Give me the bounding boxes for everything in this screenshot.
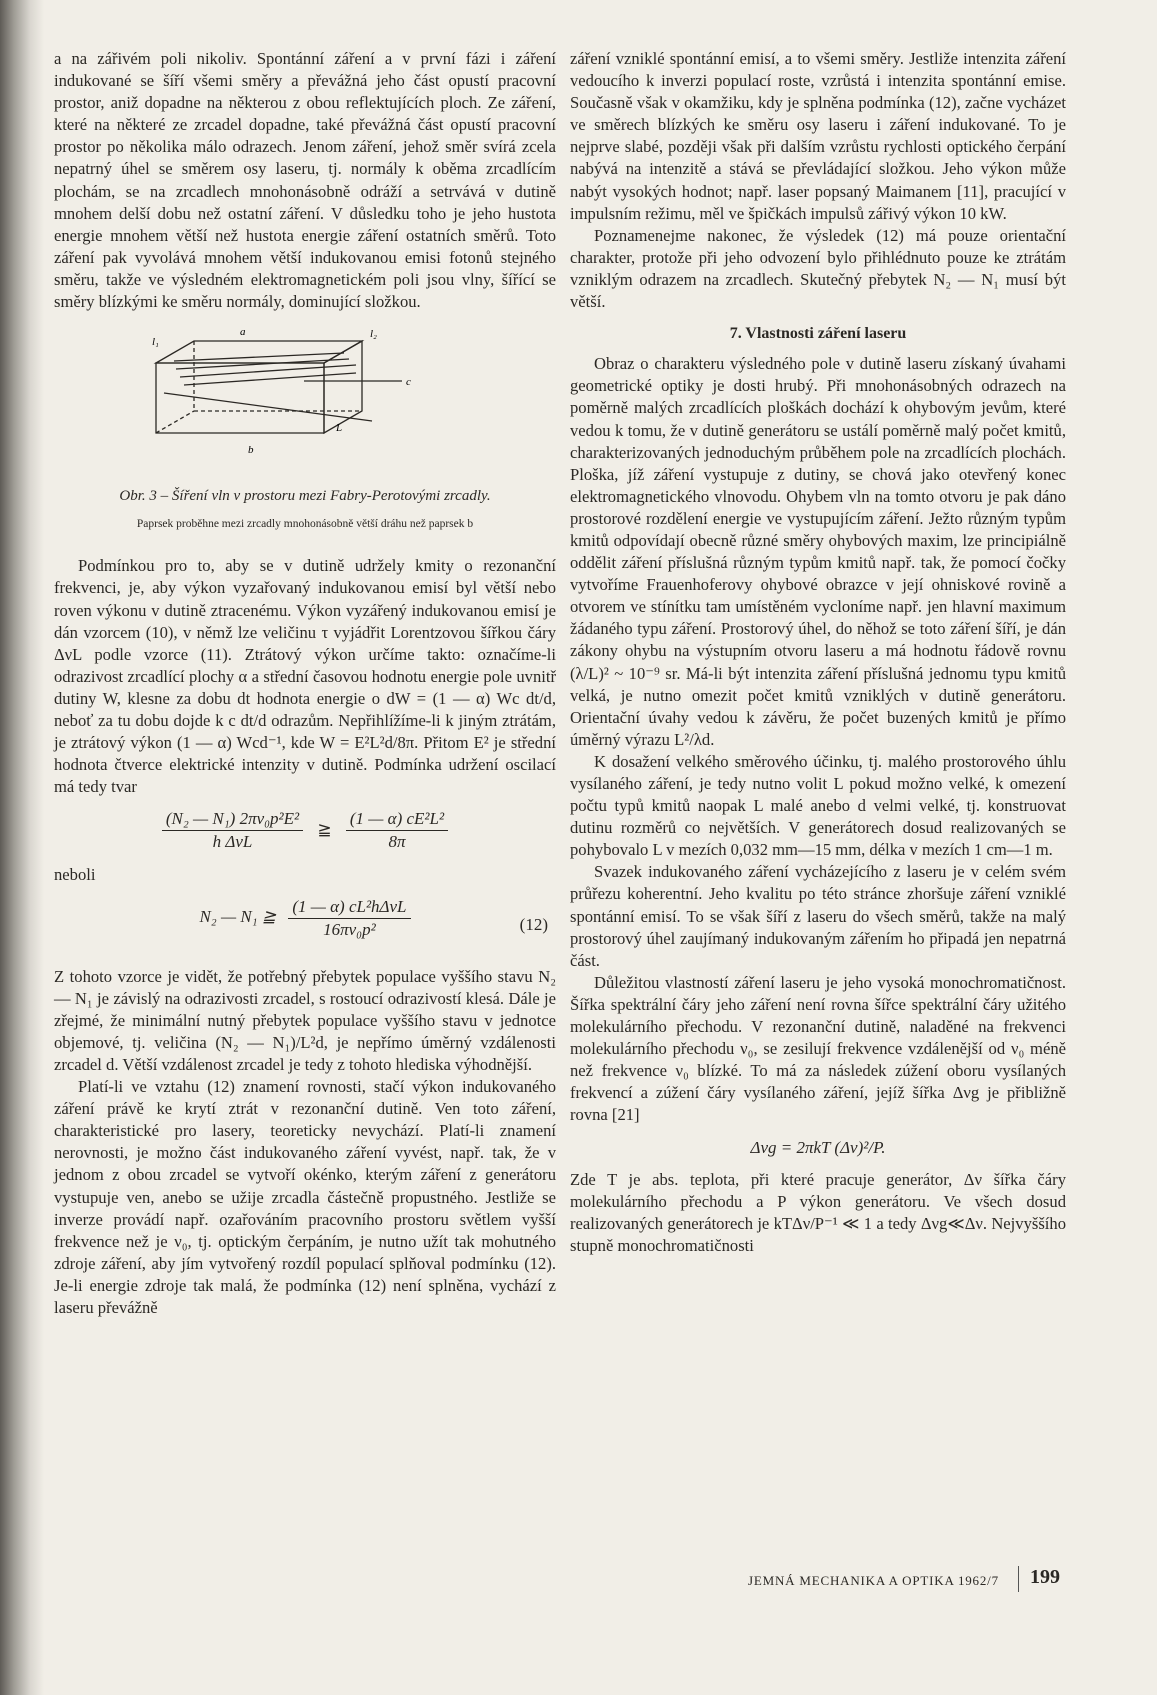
- eq1-left-fraction: [162, 808, 303, 853]
- paragraph: Platí-li ve vztahu (12) znamení rovnosti, stačí výkon indukovaného záření právě ke krytí ztrát v rezonanční dutině. Ven toto záření, charakteristické pro lasery, teoreticky nevychází. Platí-li znamení nerovnosti, je možno část indukovaného záření vyvést, např. tak, že v jednom z obou zrcadel se vytvoří okénko, kterým záření z generátoru vystupuje ven, anebo se užije zrcadla částečně propustného. Jestliže se inverze provádí např. ozařováním pracovního prostoru světlem vyšší frekvence než je ν₀, tj. optickým čerpáním, je nutno užít tak mohutného zdroje záření, aby jím vytvořený rozdíl populací splňoval podmínku (12). Je-li energie zdroje tak malá, že podmínka (12) není splněna, vychází z laseru převážně: [54, 1077, 556, 1318]
- page-binding-shadow: [0, 0, 44, 1695]
- eq1-denominator: h ΔνL: [212, 832, 253, 852]
- equation-12: [54, 896, 556, 956]
- neboli: neboli: [54, 864, 96, 884]
- paragraph: Svazek indukovaného záření vycházejícího z laseru je v celém svém průřezu koherentní. Jeho kvalitu po této stránce zhoršuje záření vzniklé spontánní emisí. To se však šíří z laseru do všech směrů, takže na malý prostorový úhel zaujímaný indukovaným zářením ho připadá jen nepatrná část.: [570, 862, 1066, 970]
- label-c: c: [406, 376, 411, 389]
- figure-caption: Obr. 3 – Šíření vln v prostoru mezi Fabry-Perotovými zrcadly.: [119, 488, 491, 505]
- paragraph: K dosažení velkého směrového účinku, tj. malého prostorového úhlu vysílaného záření, je tedy nutno volit L pokud možno velké, k omezení počtu typů kmitů naopak L malé anebo d velmi velké, tj. konstruovat dutinu rozměrů co největších. V generátorech dosud realizovaných se pohybovalo L v mezích 0,032 mm—15 mm, délka v mezích 1 cm—1 m.: [570, 751, 1066, 860]
- paragraph: Podmínkou pro to, aby se v dutině udržely kmity o rezonanční frekvenci, je, aby výkon vyzařovaný indukovanou emisí byl větší nebo roven výkonu v dutině ztracenému. Výkon vyzářený indukovanou emisí je dán vzorcem (10), v němž lze veličinu τ vyjádřit Lorentzovou šířkou čáry ΔνL podle vzorce (11). Ztrátový výkon určíme takto: označíme-li odrazivost zrcadlící plochy α a střední časovou hodnotu energie pole uvnitř dutiny W, klesne za dobu dt hodnota energie o dW = (1 — α) Wc dt/d, neboť za tu dobu dojde k c dt/d odrazům. Nepřihlížíme-li k jiným ztrátám, je ztrátový výkon (1 — α) Wcd⁻¹, kde W = E²L²d/8π. Přitom E² je střední hodnota čtverce elektrické intenzity v dutině. Podmínka udržení oscilací má tedy tvar: [54, 556, 556, 797]
- eq2-fraction: [288, 896, 410, 941]
- equation-number: (12): [519, 914, 548, 934]
- right-column: [570, 48, 1066, 1257]
- paragraph: záření vzniklé spontánní emisí, a to všemi směry. Jestliže intenzita záření vedoucího k inverzi populací roste, vzrůstá i intenzita spontánní emise. Současně však v okamžiku, kdy je splněna podmínka (12), začne vycházet ve směrech blízkých ke směru osy laseru i záření indukované. To je nejprve slabé, později však při dalším vzrůstu rychlosti optického čerpání nabývá na intenzitě a stává se převládající složkou. Jeho výkon může nabýt vysokých hodnot; např. laser popsaný Maimanem [11], pracující v impulsním režimu, měl ve špičkách impulsů zářivý výkon 10 kW.: [570, 49, 1066, 223]
- eq1-numerator: (N₂ — N₁) 2πν₀p²E²: [162, 808, 303, 831]
- equation-1: [54, 808, 556, 853]
- label-L: L: [336, 422, 343, 435]
- eq2-numerator: (1 — α) cL²hΔνL: [288, 896, 410, 919]
- page-number: 199: [1030, 1566, 1060, 1588]
- left-column: [54, 48, 556, 1319]
- label-l2: l₂: [370, 328, 377, 341]
- eq1-relation: ≧: [317, 819, 332, 839]
- eq2-left: N₂ — N₁ ≧: [199, 907, 277, 927]
- paragraph: Poznamenejme nakonec, že výsledek (12) má pouze orientační charakter, protože při jeho odvození bylo přihlédnuto pouze ke ztrátám vzniklým odrazem na zrcadlech. Skutečný přebytek N₂ — N₁ musí být větší.: [570, 225, 1066, 312]
- paragraph: Obraz o charakteru výsledného pole v dutině laseru získaný úvahami geometrické optiky je dosti hrubý. Při mnohonásobných odrazech na poměrně malých zrcadlících ploškách dochází k ohybovým jevům, které vedou k tomu, že v dutině generátoru se ustálí poměrně malý počet kmitů, charakterizovaných jednoduchým průběhem pole na zrcadlících plochách. Ploška, jíž záření vystupuje z dutiny, se chová jako otevřený konec elektromagnetického vlnovodu. Ohybem vln na tomto otvoru je pak dáno prostorové rozdělení energie ve vystupujícím záření. Ježto různým typům kmitů odpovídají obecně různé směry ohybových maxim, lze principiálně oddělit záření příslušná různým typům kmitů např. tak, že pomocí čočky vytvoříme Frauenhoferovy ohybové obrazce v její ohniskové rovině a otvorem ve stínítku tam umístěném vycloníme např. jen hlavní maximum žádaného typu záření. Prostorový úhel, do něhož se toto záření šíří, je dán zákony ohybu na výstupním otvoru laseru a má hodnotu řádově rovnu (λ/L)² ~ 10⁻⁹ sr. Má-li být intenzita záření příslušná jednomu typu kmitů velká, je nutno omezit počet kmitů vzniklých v dutině generátoru. Orientační úvahy vedou k závěru, že počet buzených kmitů je přímo úměrný výrazu L²/λd.: [570, 354, 1066, 749]
- section-heading: 7. Vlastnosti záření laseru: [729, 325, 907, 343]
- eq1-r-numerator: (1 — α) cE²L²: [346, 808, 448, 831]
- paragraph: a na zářivém poli nikoliv. Spontánní záření a v první fázi i záření indukované se šíří všemi směry a převážná jeho část opustí pracovní prostor, aniž dopadne na některou z obou reflektujících ploch. Ze záření, které na některé ze zrcadel dopadne, také převážná část opustí pracovní prostor po několika málo odrazech. Jenom záření, jehož směr svírá zcela nepatrný úhel se směrem osy laseru, tj. normály k oběma zrcadlícím plochám, se na zrcadlech mnohonásobně odráží a setrvává v dutině mnohem delší dobu než ostatní záření. V důsledku toho je jeho hustota energie mnohem větší než hustota energie záření ostatních směrů. Toto záření pak vyvolává mnohem větší indukovanou emisi fotonů stejného směru, takže ve výsledném elektromagnetickém poli jsou vlny, šířící se směry blízkými ke směru normály, dominující složkou.: [54, 49, 556, 312]
- label-a: a: [240, 326, 246, 339]
- fabry-perot-diagram: [144, 323, 464, 473]
- paragraph: Důležitou vlastností záření laseru je jeho vysoká monochromatičnost. Šířka spektrální čáry jeho záření není rovna šířce spektrální čáry užitého molekulárního přechodu. V rezonanční dutině, naladěné na frekvenci molekulárního přechodu ν₀, se zesilují frekvence vzdálenější od ν₀ méně než frekvence ν₀ blízké. To má za následek zúžení oboru vysílaných frekvencí a zúžení čáry vysílaného záření, jejíž šířka Δνg je přibližně rovna [21]: [570, 972, 1066, 1125]
- footer-separator: [1018, 1566, 1019, 1592]
- paragraph: Zde T je abs. teplota, při které pracuje generátor, Δν šířka čáry molekulárního přechodu a P výkon generátoru. Ve všech dosud realizovaných generátorech je kTΔν/P⁻¹ ≪ 1 a tedy Δνg≪Δν. Nejvyššího stupně monochromatičnosti: [570, 1169, 1066, 1255]
- figure-fabry-perot: [54, 323, 556, 483]
- paragraph: Z tohoto vzorce je vidět, že potřebný přebytek populace vyššího stavu N₂ — N₁ je závislý na odrazivosti zrcadel, s rostoucí odrazivostí klesá. Dále je zřejmé, že minimální nutný přebytek populace vyššího stavu v jednotce objemové, tj. veličina (N₂ — N₁)/L²d, je nepřímo úměrný vzdálenosti zrcadel d. Větší vzdálenost zrcadel je tedy z tohoto hlediska výhodnější.: [54, 966, 556, 1074]
- running-footer: JEMNÁ MECHANIKA A OPTIKA 1962/7: [748, 1573, 999, 1588]
- label-l1: l₁: [152, 336, 159, 349]
- label-b: b: [248, 444, 254, 457]
- eq2-denominator: 16πν₀p²: [323, 919, 376, 939]
- equation-3: Δνg = 2πkT (Δν)²/P.: [750, 1137, 886, 1157]
- eq1-right-fraction: [346, 808, 448, 853]
- eq1-r-denominator: 8π: [388, 832, 406, 852]
- figure-note: Paprsek proběhne mezi zrcadly mnohonásobně větší dráhu než paprsek b: [136, 518, 474, 531]
